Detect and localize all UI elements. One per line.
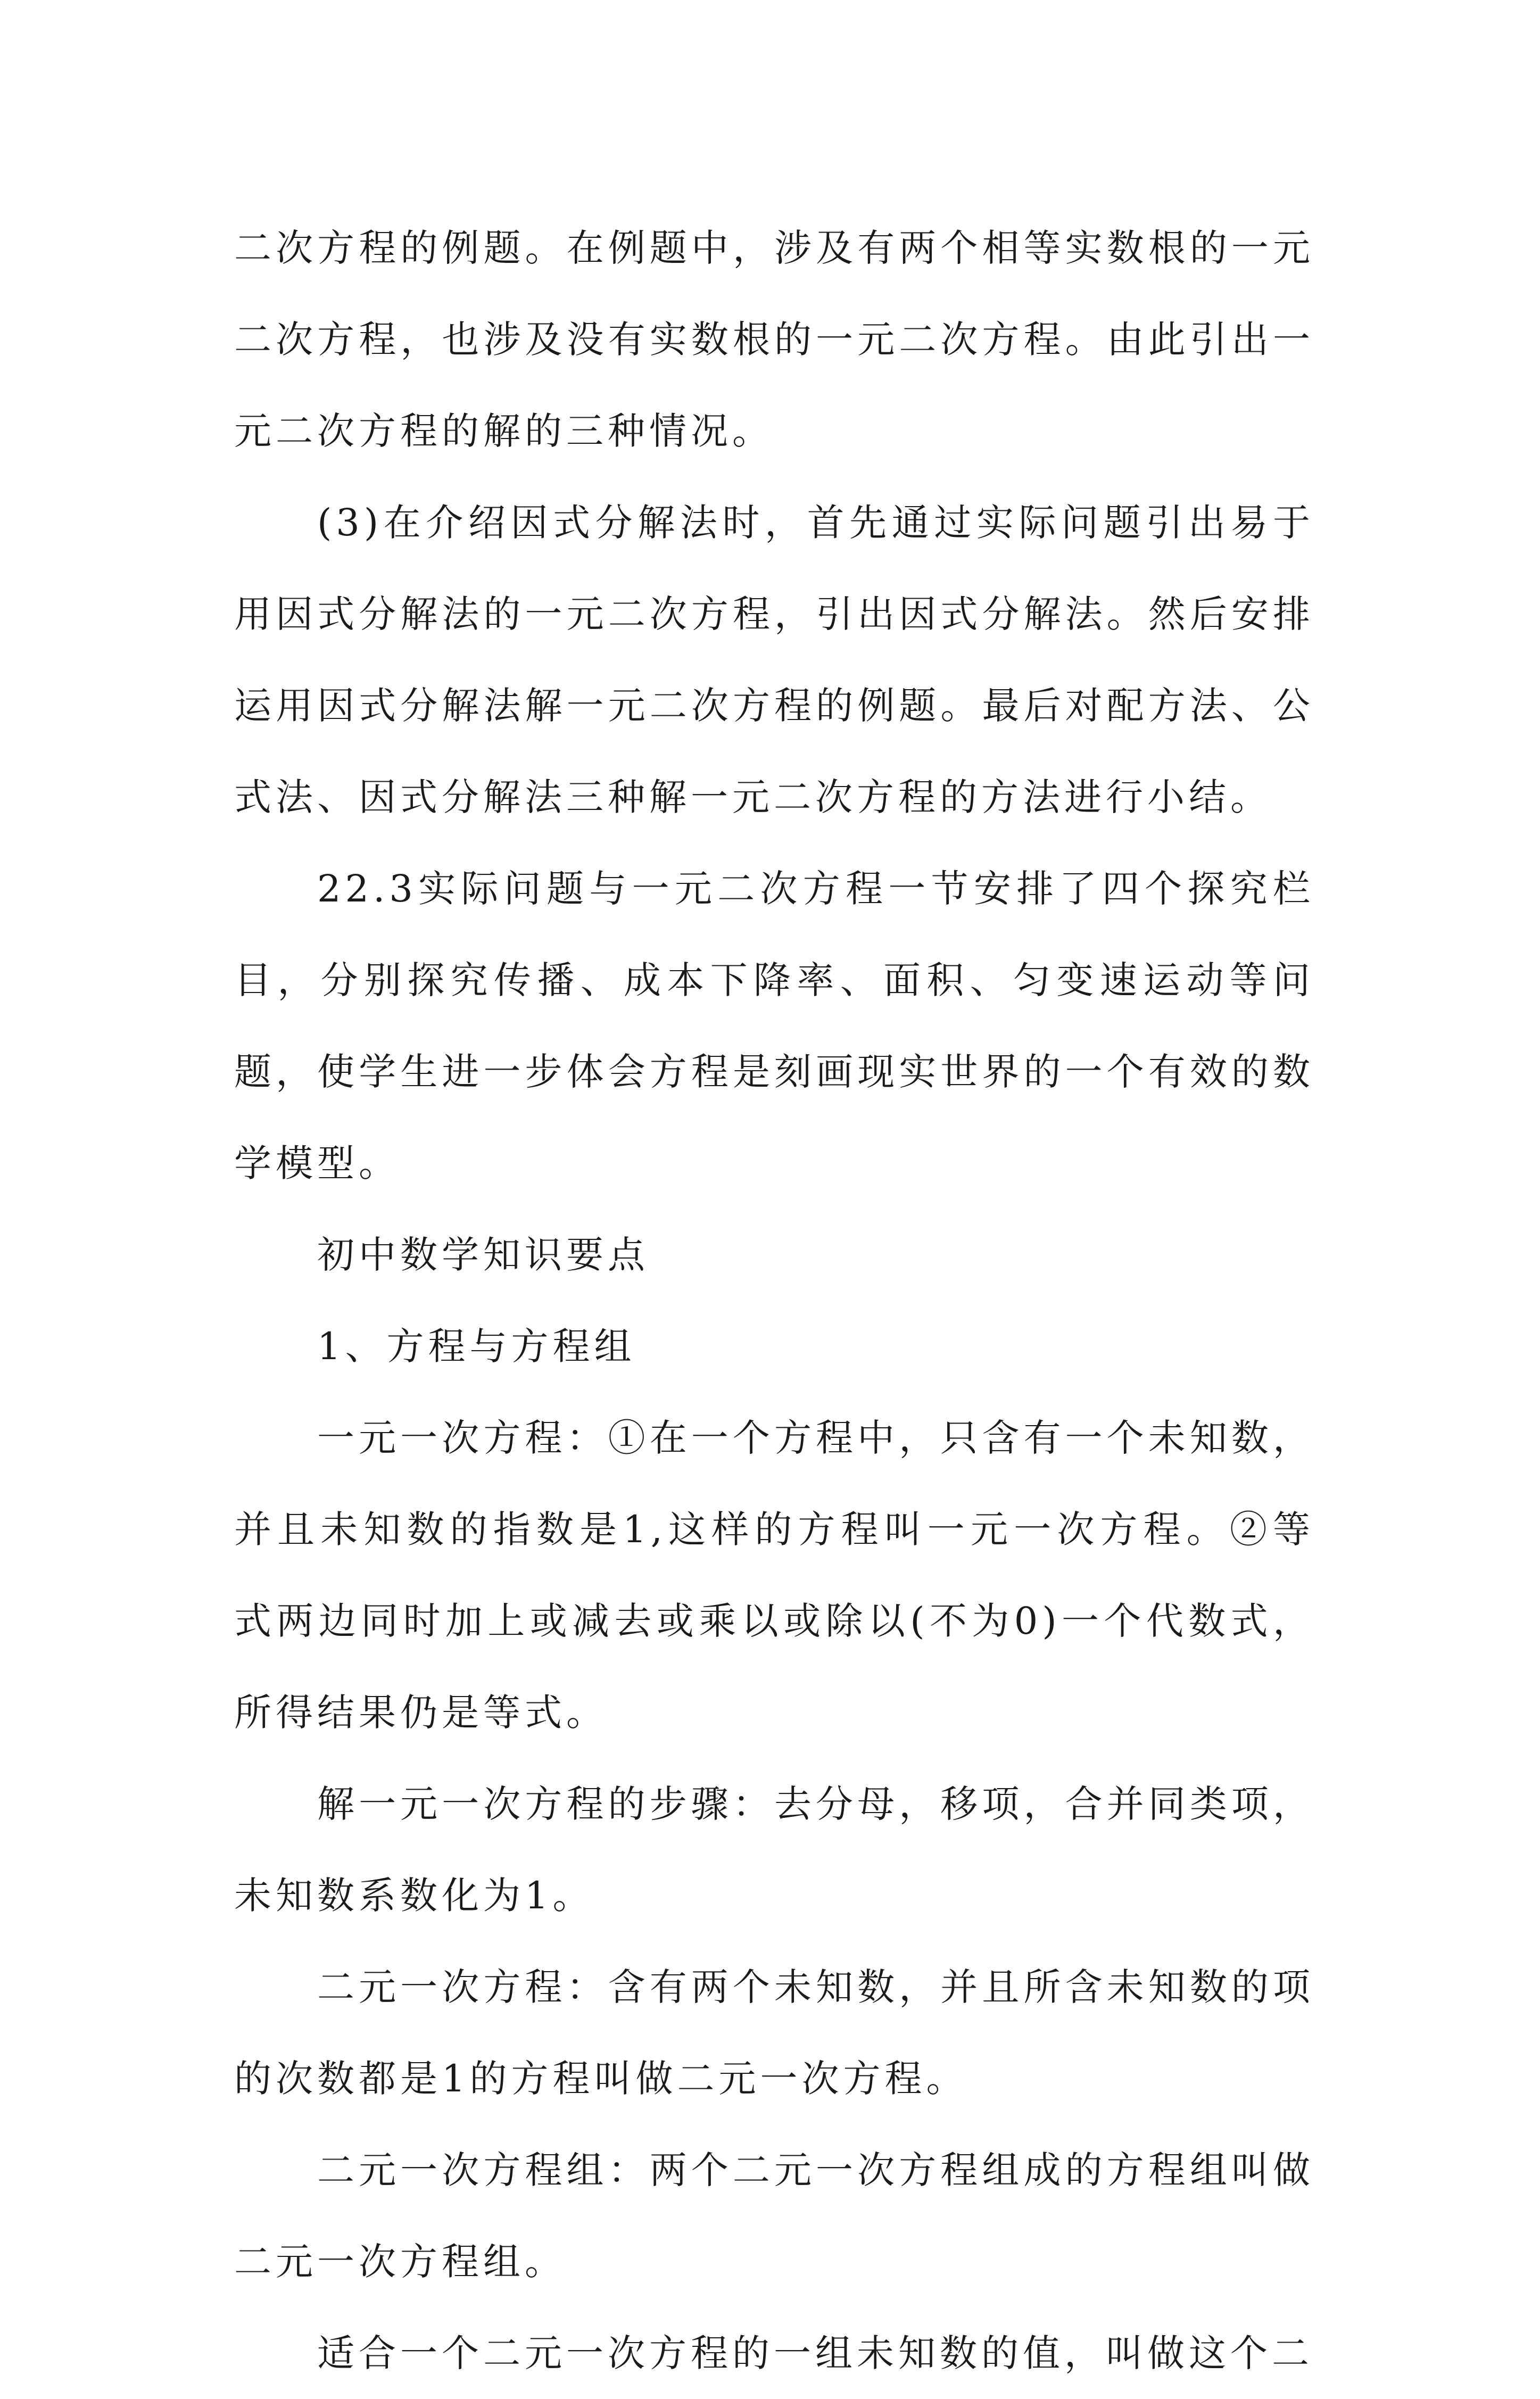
paragraph-10: 适合一个二元一次方程的一组未知数的值，叫做这个二 xyxy=(317,2331,1313,2375)
paragraph-8: 二元一次方程：含有两个未知数，并且所含未知数的项的次数都是1的方程叫做二元一次方程。 xyxy=(234,1965,1314,2100)
paragraph-2: (3)在介绍因式分解法时，首先通过实际问题引出易于用因式分解法的一元二次方程，引出因式分解法。然后安排运用因式分解法解一元二次方程的例题。最后对配方法、公式法、因式分解法三种解一元二次方程的方法进行小结。 xyxy=(234,501,1314,819)
paragraph-1: 二次方程的例题。在例题中，涉及有两个相等实数根的一元二次方程，也涉及没有实数根的一元二次方程。由此引出一元二次方程的解的三种情况。 xyxy=(234,226,1314,453)
subsection-heading: 1、方程与方程组 xyxy=(317,1325,636,1368)
paragraph-6: 一元一次方程：①在一个方程中，只含有一个未知数，并且未知数的指数是1,这样的方程叫一元一次方程。②等式两边同时加上或减去或乘以或除以(不为0)一个代数式，所得结果仍是等式。 xyxy=(234,1416,1314,1734)
paragraph-7: 解一元一次方程的步骤：去分母，移项，合并同类项，未知数系数化为1。 xyxy=(234,1782,1314,1917)
section-heading: 初中数学知识要点 xyxy=(317,1233,649,1277)
paragraph-3: 22.3实际问题与一元二次方程一节安排了四个探究栏目，分别探究传播、成本下降率、面积、匀变速运动等问题，使学生进一步体会方程是刻画现实世界的一个有效的数学模型。 xyxy=(234,867,1314,1185)
paragraph-9: 二元一次方程组：两个二元一次方程组成的方程组叫做二元一次方程组。 xyxy=(234,2148,1314,2284)
document-body xyxy=(234,202,1314,2399)
